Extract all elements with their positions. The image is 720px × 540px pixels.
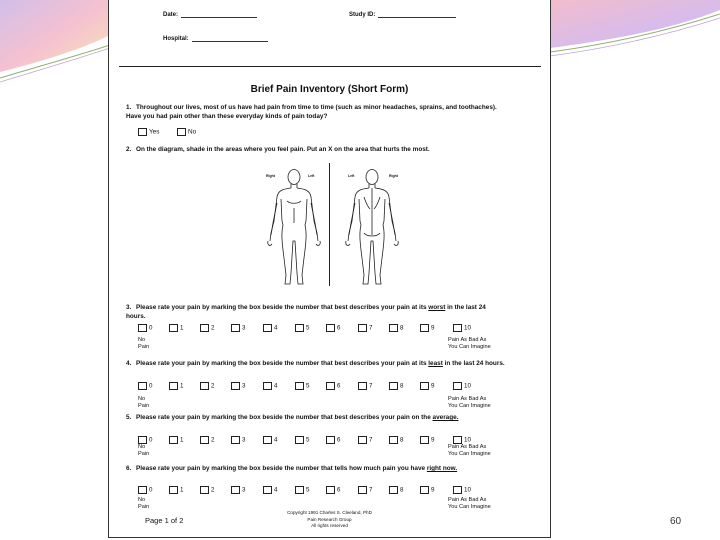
rating-number: 6 (337, 382, 341, 390)
study-id-line[interactable] (378, 11, 456, 18)
rating-option[interactable] (263, 324, 277, 332)
rating-option[interactable] (295, 382, 309, 390)
question-3-number: 3. (126, 304, 132, 311)
no-label: No (188, 128, 197, 136)
rating-number: 6 (337, 436, 341, 444)
anchor-low-q4 (138, 396, 149, 410)
question-2-number: 2. (126, 146, 132, 153)
rating-number: 1 (180, 324, 184, 332)
anchor-high-q3 (448, 337, 491, 351)
rating-checkbox[interactable] (138, 486, 147, 494)
rating-number: 2 (211, 324, 215, 332)
question-6-pre: Please rate your pain by marking the box beside the number that tells how much pain you have (136, 465, 427, 472)
rating-number: 3 (242, 324, 246, 332)
rating-option[interactable] (389, 486, 403, 494)
anchor-no: No (138, 444, 146, 450)
rating-checkbox[interactable] (389, 324, 398, 332)
anchor-pain: Pain (138, 403, 150, 409)
hospital-field[interactable] (163, 35, 268, 42)
rating-checkbox[interactable] (420, 436, 429, 444)
question-6-emphasis: right now. (426, 465, 458, 472)
question-4-post: in the last 24 hours. (442, 360, 505, 367)
rating-checkbox[interactable] (169, 436, 178, 444)
rating-checkbox[interactable] (263, 436, 272, 444)
rating-checkbox[interactable] (326, 324, 335, 332)
rating-checkbox[interactable] (453, 486, 462, 494)
question-3-pre: Please rate your pain by marking the box beside the number that best describes your pain at its (136, 304, 429, 311)
rating-checkbox[interactable] (326, 486, 335, 494)
question-2 (126, 146, 506, 155)
rating-number: 6 (337, 486, 341, 494)
anchor-imagine: You Can Imagine (448, 451, 491, 457)
anchor-imagine: You Can Imagine (448, 403, 491, 409)
rating-number: 0 (149, 436, 153, 444)
rating-checkbox[interactable] (200, 324, 209, 332)
rating-number: 0 (149, 486, 153, 494)
rating-option[interactable] (358, 382, 372, 390)
rating-number: 4 (274, 486, 278, 494)
rating-checkbox[interactable] (326, 382, 335, 390)
rating-checkbox[interactable] (200, 486, 209, 494)
anchor-low-q5 (138, 444, 149, 458)
rating-number: 8 (400, 486, 404, 494)
rating-option[interactable] (231, 324, 245, 332)
rating-option[interactable] (453, 486, 471, 494)
study-id-field[interactable] (349, 11, 456, 18)
copyright-line-2: Pain Research Group (307, 516, 352, 522)
rating-checkbox[interactable] (453, 382, 462, 390)
rating-number: 8 (400, 324, 404, 332)
rating-checkbox[interactable] (295, 324, 304, 332)
rating-number: 5 (306, 382, 310, 390)
rating-number: 8 (400, 382, 404, 390)
rating-number: 7 (369, 382, 373, 390)
rating-number: 7 (369, 436, 373, 444)
rating-option[interactable] (200, 436, 214, 444)
rating-option[interactable] (420, 382, 434, 390)
rating-scale-q4 (138, 382, 498, 392)
rating-number: 1 (180, 436, 184, 444)
rating-number: 4 (274, 324, 278, 332)
rating-checkbox[interactable] (263, 324, 272, 332)
rating-option[interactable] (138, 382, 152, 390)
yes-checkbox[interactable] (138, 128, 147, 136)
rating-number: 4 (274, 382, 278, 390)
decorative-swoosh-right (550, 0, 720, 60)
rating-number: 6 (337, 324, 341, 332)
anchor-pain: Pain (138, 451, 150, 457)
form-title: Brief Pain Inventory (Short Form) (250, 84, 409, 95)
hospital-label: Hospital: (163, 36, 189, 42)
rating-checkbox[interactable] (295, 382, 304, 390)
rating-checkbox[interactable] (295, 436, 304, 444)
anchor-high-q5 (448, 444, 491, 458)
rating-checkbox[interactable] (420, 382, 429, 390)
rating-number: 1 (180, 382, 184, 390)
no-option[interactable] (177, 128, 196, 136)
anchor-pain: Pain (138, 344, 150, 350)
slide-number: 60 (670, 516, 682, 527)
rating-number: 9 (431, 436, 435, 444)
anchor-pain: Pain (138, 504, 150, 510)
body-back-figure[interactable] (342, 163, 402, 293)
question-4-number: 4. (126, 360, 132, 367)
rating-option[interactable] (263, 382, 277, 390)
rating-option[interactable] (231, 486, 245, 494)
rating-option[interactable] (389, 382, 403, 390)
back-right-label: Right (389, 174, 398, 178)
rating-number: 9 (431, 486, 435, 494)
anchor-low-q3 (138, 337, 149, 351)
rating-checkbox[interactable] (326, 436, 335, 444)
rating-checkbox[interactable] (358, 382, 367, 390)
rating-number: 10 (464, 436, 471, 444)
rating-checkbox[interactable] (389, 486, 398, 494)
rating-number: 3 (242, 382, 246, 390)
rating-checkbox[interactable] (453, 324, 462, 332)
anchor-imagine: You Can Imagine (448, 344, 491, 350)
question-1 (126, 104, 506, 122)
copyright-line-1: Copyright 1991 Charles S. Cleeland, PhD (287, 510, 372, 515)
study-id-label: Study ID: (349, 12, 376, 18)
rating-number: 4 (274, 436, 278, 444)
rating-checkbox[interactable] (231, 436, 240, 444)
anchor-bad: Pain As Bad As (448, 444, 487, 450)
rating-option[interactable] (358, 436, 372, 444)
rating-number: 5 (306, 486, 310, 494)
rating-checkbox[interactable] (200, 436, 209, 444)
rating-option[interactable] (420, 486, 434, 494)
question-5 (126, 414, 506, 423)
rating-checkbox[interactable] (453, 436, 462, 444)
brief-pain-inventory-page (108, 0, 551, 538)
question-3 (126, 304, 506, 322)
rating-number: 1 (180, 486, 184, 494)
rating-number: 5 (306, 324, 310, 332)
rating-checkbox[interactable] (420, 486, 429, 494)
header-rule (119, 66, 541, 67)
question-4 (126, 360, 506, 369)
rating-option[interactable] (200, 382, 214, 390)
question-1-text: Throughout our lives, most of us have had pain from time to time (such as minor headaches, sprains, and toothaches). Have you had pain other than these everyday kinds of pain today? (126, 104, 497, 120)
question-1-number: 1. (126, 104, 132, 111)
rating-option[interactable] (263, 436, 277, 444)
rating-option[interactable] (138, 486, 152, 494)
rating-scale-q5 (138, 436, 498, 446)
rating-checkbox[interactable] (389, 436, 398, 444)
rating-number: 10 (464, 382, 471, 390)
rating-checkbox[interactable] (263, 382, 272, 390)
anchor-bad: Pain As Bad As (448, 337, 487, 343)
rating-option[interactable] (453, 324, 471, 332)
rating-checkbox[interactable] (263, 486, 272, 494)
back-left-label: Left (348, 174, 355, 178)
rating-checkbox[interactable] (358, 486, 367, 494)
question-3-post: in the last 24 hours. (126, 304, 486, 320)
question-3-emphasis: worst (428, 304, 446, 311)
rating-option[interactable] (295, 436, 309, 444)
rating-number: 7 (369, 486, 373, 494)
rating-option[interactable] (169, 436, 183, 444)
rating-option[interactable] (295, 324, 309, 332)
date-line[interactable] (181, 11, 257, 18)
diagram-divider (329, 163, 330, 286)
anchor-imagine: You Can Imagine (448, 504, 491, 510)
rating-number: 10 (464, 324, 471, 332)
anchor-bad: Pain As Bad As (448, 497, 487, 503)
rating-number: 2 (211, 486, 215, 494)
anchor-bad: Pain As Bad As (448, 396, 487, 402)
rating-number: 7 (369, 324, 373, 332)
rating-checkbox[interactable] (358, 436, 367, 444)
rating-checkbox[interactable] (138, 324, 147, 332)
copyright-line-3: All rights reserved (311, 523, 348, 528)
yes-label: Yes (149, 128, 160, 136)
rating-number: 3 (242, 486, 246, 494)
decorative-swoosh-left (0, 0, 110, 90)
anchor-no: No (138, 396, 146, 402)
rating-number: 5 (306, 436, 310, 444)
rating-option[interactable] (326, 382, 340, 390)
rating-option[interactable] (358, 324, 372, 332)
rating-option[interactable] (389, 324, 403, 332)
question-6-number: 6. (126, 465, 132, 472)
rating-checkbox[interactable] (358, 324, 367, 332)
anchor-no: No (138, 337, 146, 343)
question-6 (126, 465, 506, 474)
date-label: Date: (163, 12, 179, 18)
rating-checkbox[interactable] (420, 324, 429, 332)
rating-option[interactable] (295, 486, 309, 494)
copyright-block (109, 510, 550, 530)
rating-scale-q3 (138, 324, 498, 334)
rating-number: 0 (149, 382, 153, 390)
rating-option[interactable] (326, 436, 340, 444)
rating-number: 9 (431, 324, 435, 332)
question-4-emphasis: least (428, 360, 443, 367)
rating-option[interactable] (420, 436, 434, 444)
rating-checkbox[interactable] (231, 382, 240, 390)
question-2-text: On the diagram, shade in the areas where you feel pain. Put an X on the area that hurts the most. (136, 146, 430, 153)
rating-checkbox[interactable] (231, 486, 240, 494)
rating-option[interactable] (420, 324, 434, 332)
rating-option[interactable] (358, 486, 372, 494)
rating-option[interactable] (263, 486, 277, 494)
rating-checkbox[interactable] (138, 382, 147, 390)
rating-scale-q6 (138, 486, 498, 496)
front-right-label: Right (266, 174, 275, 178)
rating-checkbox[interactable] (231, 324, 240, 332)
page-indicator: Page 1 of 2 (145, 516, 184, 525)
anchor-high-q6 (448, 497, 491, 511)
hospital-line[interactable] (192, 35, 268, 42)
rating-checkbox[interactable] (169, 324, 178, 332)
rating-option[interactable] (169, 486, 183, 494)
question-4-pre: Please rate your pain by marking the box beside the number that best describes your pain at its (136, 360, 429, 367)
yes-option[interactable] (138, 128, 159, 136)
rating-option[interactable] (169, 382, 183, 390)
rating-option[interactable] (326, 324, 340, 332)
rating-number: 2 (211, 382, 215, 390)
anchor-no: No (138, 497, 146, 503)
front-left-label: Left (308, 174, 315, 178)
rating-option[interactable] (231, 436, 245, 444)
rating-option[interactable] (138, 436, 152, 444)
rating-number: 0 (149, 324, 153, 332)
rating-checkbox[interactable] (295, 486, 304, 494)
rating-checkbox[interactable] (138, 436, 147, 444)
rating-option[interactable] (231, 382, 245, 390)
anchor-low-q6 (138, 497, 149, 511)
body-front-figure[interactable] (264, 163, 324, 293)
rating-option[interactable] (138, 324, 152, 332)
rating-option[interactable] (169, 324, 183, 332)
question-5-emphasis: average. (432, 414, 459, 421)
question-5-number: 5. (126, 414, 132, 421)
rating-number: 9 (431, 382, 435, 390)
rating-checkbox[interactable] (389, 382, 398, 390)
date-field[interactable] (163, 11, 257, 18)
rating-option[interactable] (453, 382, 471, 390)
no-checkbox[interactable] (177, 128, 186, 136)
rating-checkbox[interactable] (200, 382, 209, 390)
rating-option[interactable] (326, 486, 340, 494)
question-5-pre: Please rate your pain by marking the box beside the number that best describes your pain on the (136, 414, 433, 421)
rating-option[interactable] (453, 436, 471, 444)
rating-checkbox[interactable] (169, 382, 178, 390)
rating-number: 2 (211, 436, 215, 444)
rating-number: 3 (242, 436, 246, 444)
rating-option[interactable] (389, 436, 403, 444)
rating-option[interactable] (200, 486, 214, 494)
rating-number: 8 (400, 436, 404, 444)
rating-number: 10 (464, 486, 471, 494)
anchor-high-q4 (448, 396, 491, 410)
rating-checkbox[interactable] (169, 486, 178, 494)
rating-option[interactable] (200, 324, 214, 332)
